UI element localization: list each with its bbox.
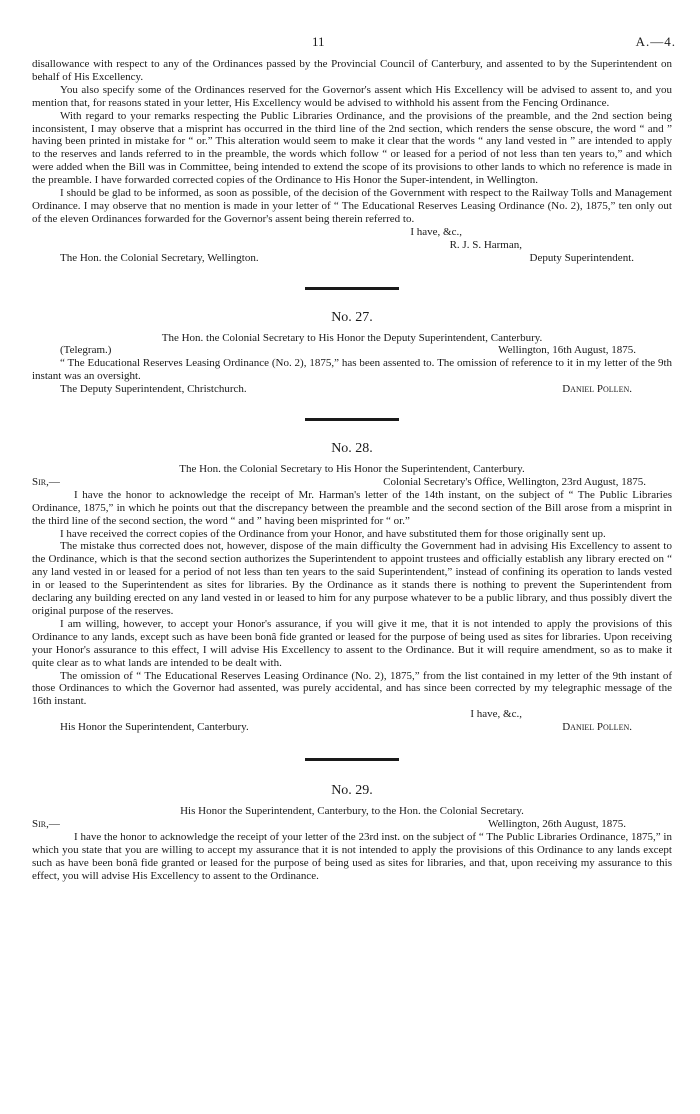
paragraph: I have the honor to acknowledge the receipt of your letter of the 23rd inst. on the subject of “ The Public Libraries Ordinance, 1875,” in which you state that you are willing to accept my assurance that it is not intended to apply the provisions of this Ordinance to any lands except such as have been bonâ fide granted or leased for the purpose of being used as sites for libraries, and that, upon receiving my assurance to this effect, you will advise His Excellency to assent to the Ordinance. <box>32 830 672 882</box>
place-date: Wellington, 16th August, 1875. <box>498 344 636 357</box>
paragraph: “ The Educational Reserves Leasing Ordinance (No. 2), 1875,” has been assented to. The omission of reference to it in my letter of the 9th instant was an oversight. <box>32 357 672 383</box>
message-medium: (Telegram.) <box>60 344 112 357</box>
continued-letter <box>32 58 672 265</box>
document-no-28 <box>32 441 672 734</box>
signer-name: R. J. S. Harman, <box>449 238 522 251</box>
addressee: The Deputy Superintendent, Christchurch. <box>60 383 247 396</box>
paragraph: I am willing, however, to accept your Honor's assurance, if you will give it me, that it is not intended to apply the provisions of this Ordinance to any lands, except such as have been bonâ fide granted or leased for the purpose of being used as sites for libraries. Upon receiving your Honor's assurance to this effect, I will advise His Excellency to assent to the Ordinance. But it will require amendment, so as to make it quite clear as to what lands are intended to be dealt with. <box>32 617 672 669</box>
addressee: His Honor the Superintendent, Canterbury. <box>60 721 249 734</box>
page-header <box>0 34 700 50</box>
document-no-29 <box>32 783 672 882</box>
signer-title: Deputy Superintendent. <box>529 251 634 264</box>
document-subheading: The Hon. the Colonial Secretary to His Honor the Superintendent, Canterbury. <box>179 463 525 476</box>
document-subheading: The Hon. the Colonial Secretary to His Honor the Deputy Superintendent, Canterbury. <box>161 331 543 344</box>
paragraph: The omission of “ The Educational Reserves Leasing Ordinance (No. 2), 1875,” from the list contained in my letter of the 9th instant of those Ordinances to which the Governor had assented, was purely accidental, and has since been corrected by my telegraphic message of the 16th instant. <box>32 669 672 708</box>
salutation: Sir,— <box>32 817 60 830</box>
paragraph: With regard to your remarks respecting the Public Libraries Ordinance, and the provisions of the preamble, and the 2nd section being inconsistent, I may observe that a misprint has occurred in the third line of the 2nd section, which renders the sense obscure, the word “ and ” having been printed in mistake for “ or.” This alteration would seem to make it clear that the words “ any land vested in ” are intended to apply to the reserves and lands referred to in the preamble, the words which follow “ or leased for a period of not less than ten years to,” and which were added when the Bill was in Committee, being intended to extend the scope of its provisions to other lands to which no reference is made in the preamble. I have forwarded corrected copies of the Ordinance to His Honor the Super-intendent, in Wellington. <box>32 109 672 187</box>
paragraph: I have the honor to acknowledge the receipt of Mr. Harman's letter of the 14th instant, on the subject of “ The Public Libraries Ordinance, 1875,” in which he points out that the discrepancy between the preamble and the second section of the Bill arose from a misprint in the third line of the second section, the word “ and ” having been misprinted for “ or.” <box>32 488 672 527</box>
place-date: Colonial Secretary's Office, Wellington, 23rd August, 1875. <box>383 475 646 488</box>
place-date: Wellington, 26th August, 1875. <box>488 817 626 830</box>
document-subheading: His Honor the Superintendent, Canterbury, to the Hon. the Colonial Secretary. <box>180 805 524 818</box>
paragraph: The mistake thus corrected does not, however, dispose of the main difficulty the Government had in advising His Excellency to assent to the Ordinance, which is that the second section authorizes the Superintendent to appoint trustees and officially establish any library erected on “ any land vested in or leased for a period of not less than ten years to the said Superintendent,” instead of confining its operation to lands vested in or leased to the Superintendent as sites for libraries. By the Ordinance as it stands there is nothing to prevent the Superintendent from declaring any building erected on any land vested in or leased to him for any purpose whatever to be a public library, and thus possibly divert the original purpose of the reserves. <box>32 540 672 617</box>
closing: I have, &c., <box>470 708 522 721</box>
paragraph: I should be glad to be informed, as soon as possible, of the decision of the Government with respect to the Railway Tolls and Management Ordinance. I may observe that no mention is made in your letter of “ The Educational Reserves Leasing Ordinance (No. 2), 1875,” ten only out of the eleven Ordinances forwarded for the Governor's assent being therein referred to. <box>32 187 672 225</box>
document-heading: No. 29. <box>331 783 373 799</box>
page-number: 11 <box>312 34 325 49</box>
salutation: Sir,— <box>32 475 60 488</box>
paragraph: You also specify some of the Ordinances reserved for the Governor's assent which His Excellency will be advised to assent to, and you mention that, for reasons stated in your letter, His Excellency would be advised to withhold his assent from the Fencing Ordinance. <box>32 83 672 109</box>
signer-name: Daniel Pollen. <box>562 383 632 396</box>
closing: I have, &c., <box>410 225 462 238</box>
paragraph: disallowance with respect to any of the Ordinances passed by the Provincial Council of Canterbury, and assented to by the Superintendent on behalf of His Excellency. <box>32 58 672 83</box>
document-reference: A.—4. <box>635 34 676 49</box>
document-heading: No. 27. <box>331 309 373 325</box>
addressee: The Hon. the Colonial Secretary, Wellington. <box>60 251 259 264</box>
document-page <box>32 58 672 883</box>
document-no-27 <box>32 310 672 397</box>
paragraph: I have received the correct copies of the Ordinance from your Honor, and have substituted them for those originally sent up. <box>60 527 606 540</box>
signer-name: Daniel Pollen. <box>562 721 632 734</box>
document-heading: No. 28. <box>331 441 373 457</box>
